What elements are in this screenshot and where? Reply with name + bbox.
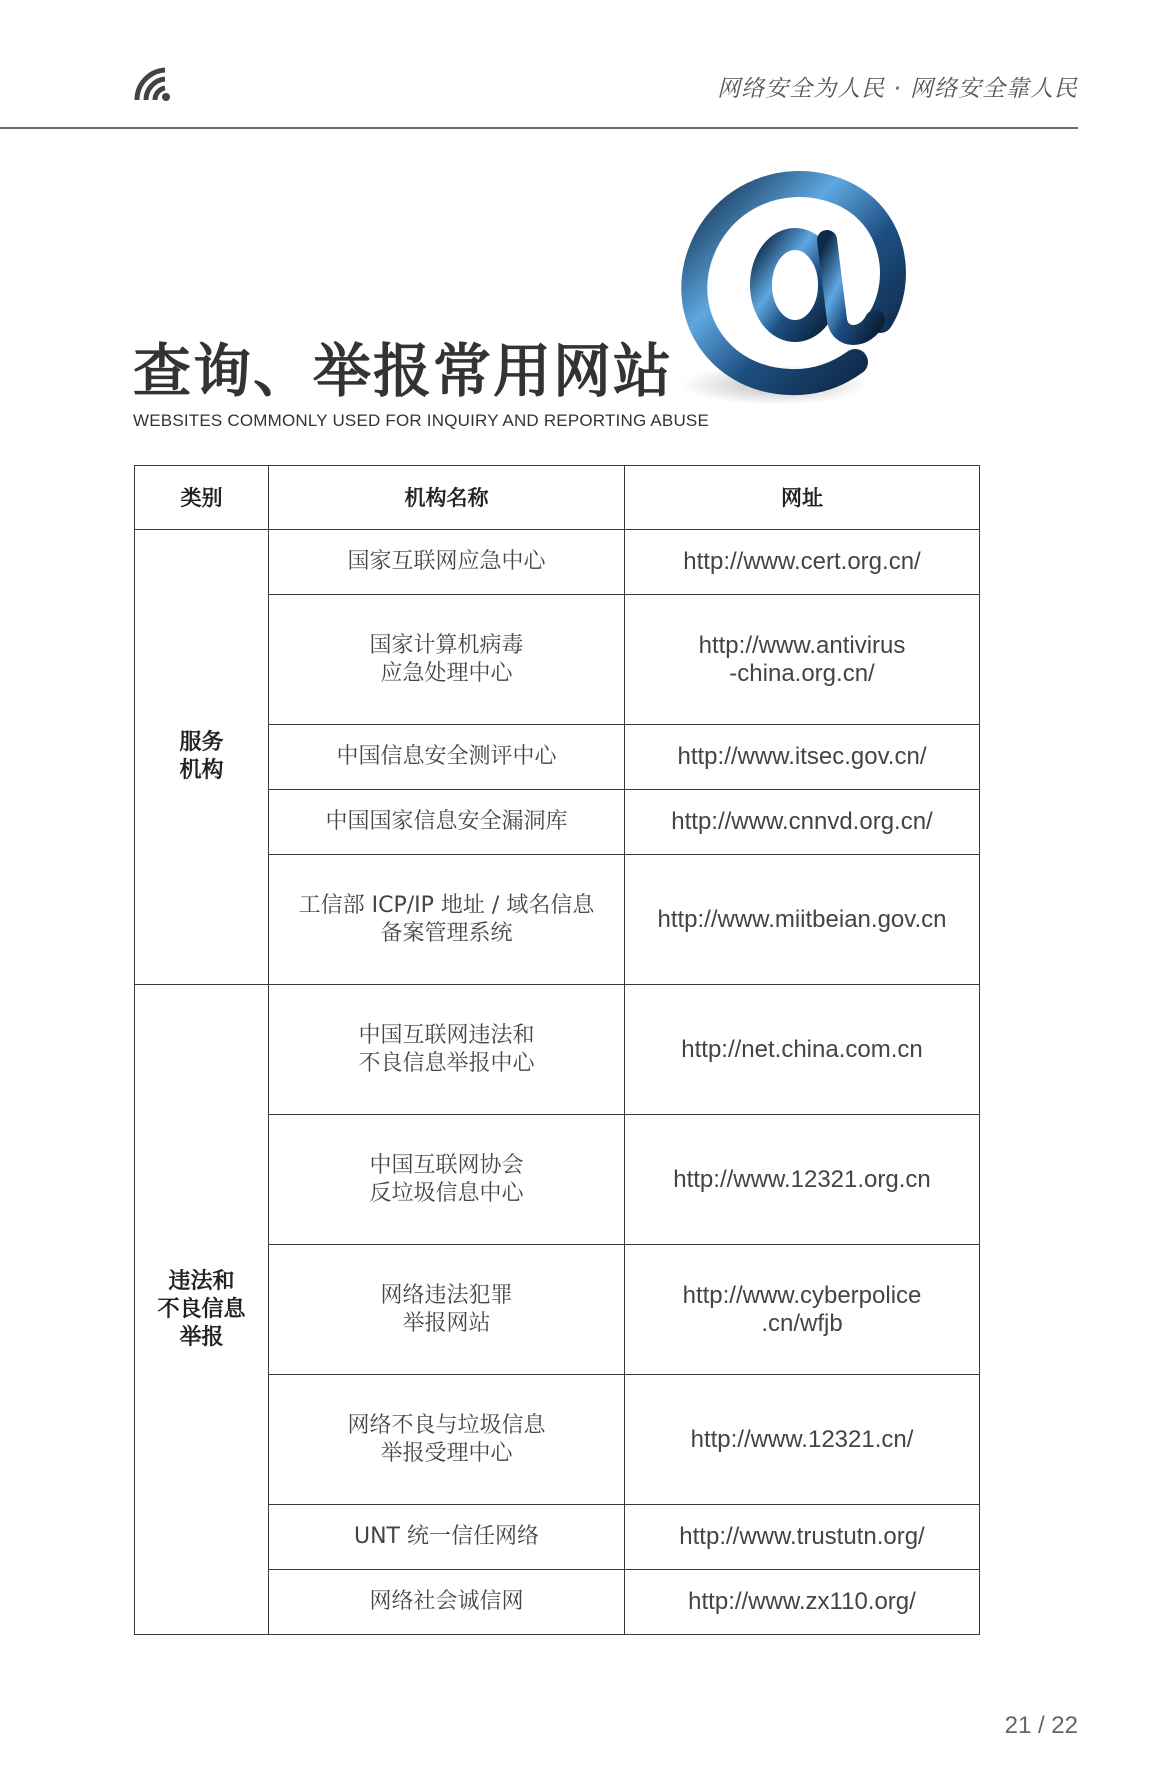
org-name: 中国互联网协会 反垃圾信息中心: [269, 1115, 625, 1245]
org-name: 中国信息安全测评中心: [269, 725, 625, 790]
org-name: 中国互联网违法和 不良信息举报中心: [269, 985, 625, 1115]
page-number: 21 / 22: [1004, 1712, 1078, 1739]
header-url: 网址: [625, 466, 980, 530]
header-organization: 机构名称: [269, 466, 625, 530]
header-divider: [0, 127, 1078, 129]
header-category: 类别: [135, 466, 269, 530]
org-name: 国家互联网应急中心: [269, 530, 625, 595]
org-name: 工信部 ICP/IP 地址 / 域名信息 备案管理系统: [269, 855, 625, 985]
url-link[interactable]: http://www.miitbeian.gov.cn: [625, 855, 980, 985]
header-slogan: 网络安全为人民 · 网络安全靠人民: [717, 76, 1078, 102]
category-illegal-info-reporting: 违法和 不良信息 举报: [135, 985, 269, 1635]
url-link[interactable]: http://www.cert.org.cn/: [625, 530, 980, 595]
table-header-row: [135, 466, 980, 530]
url-link[interactable]: http://www.12321.cn/: [625, 1375, 980, 1505]
table-row: [135, 530, 980, 595]
url-link[interactable]: http://www.zx110.org/: [625, 1570, 980, 1635]
url-link[interactable]: http://www.12321.org.cn: [625, 1115, 980, 1245]
page-title: 查询、举报常用网站: [133, 337, 674, 405]
wifi-logo-icon: [133, 62, 173, 102]
page-subtitle: WEBSITES COMMONLY USED FOR INQUIRY AND REPORTING ABUSE: [133, 411, 709, 430]
category-service-agencies: 服务 机构: [135, 530, 269, 985]
url-link[interactable]: http://net.china.com.cn: [625, 985, 980, 1115]
org-name: 中国国家信息安全漏洞库: [269, 790, 625, 855]
table-row: [135, 985, 980, 1115]
url-link[interactable]: http://www.antivirus -china.org.cn/: [625, 595, 980, 725]
url-link[interactable]: http://www.trustutn.org/: [625, 1505, 980, 1570]
url-link[interactable]: http://www.cnnvd.org.cn/: [625, 790, 980, 855]
at-sign-icon: [665, 170, 925, 430]
org-name: 国家计算机病毒 应急处理中心: [269, 595, 625, 725]
org-name: 网络社会诚信网: [269, 1570, 625, 1635]
websites-table: [134, 465, 980, 1635]
org-name: 网络违法犯罪 举报网站: [269, 1245, 625, 1375]
org-name: UNT 统一信任网络: [269, 1505, 625, 1570]
url-link[interactable]: http://www.cyberpolice .cn/wfjb: [625, 1245, 980, 1375]
url-link[interactable]: http://www.itsec.gov.cn/: [625, 725, 980, 790]
org-name: 网络不良与垃圾信息 举报受理中心: [269, 1375, 625, 1505]
